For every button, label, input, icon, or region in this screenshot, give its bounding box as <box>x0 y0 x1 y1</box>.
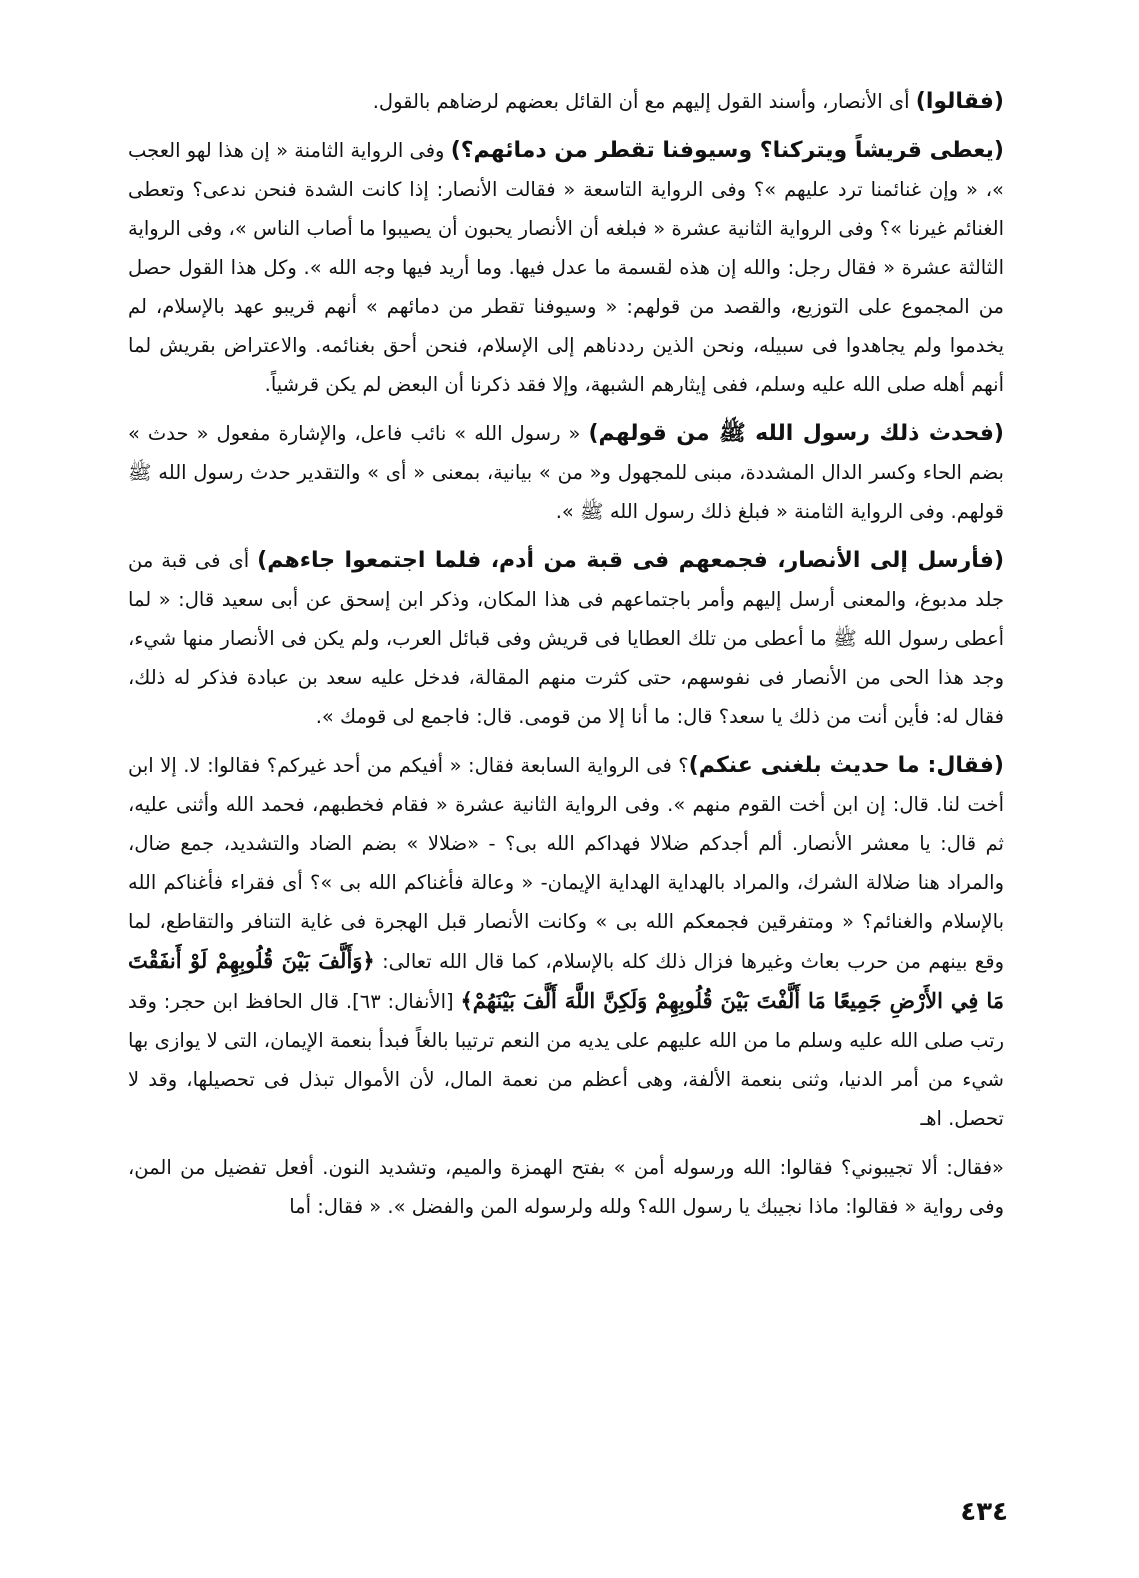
paragraph-1-heading: (فقالوا) <box>915 89 1004 114</box>
paragraph-4-heading: (فأرسل إلى الأنصار، فجمعهم فى قبة من أدم، فلما اجتمعوا جاءهم) <box>257 548 1004 573</box>
paragraph-1-body: أى الأنصار، وأسند القول إليهم مع أن القائل بعضهم لرضاهم بالقول. <box>372 90 916 113</box>
paragraph-2-body: وفى الرواية الثامنة « إن هذا لهو العجب »، « وإن غنائمنا ترد عليهم »؟ وفى الرواية التاسعة « فقالت الأنصار: إذا كانت الشدة فنحن ندعى؟ وتعطى الغنائم غيرنا »؟ وفى الرواية الثانية عشرة « فبلغه أن الأنصار يحبون أن يصيبوا ما أصاب الناس »، وفى الرواية الثالثة عشرة « فقال رجل: والله إن هذه لقسمة ما عدل فيها. وما أريد فيها وجه الله ». وكل هذا القول حصل من المجموع على التوزيع، والقصد من قولهم: « وسيوفنا تقطر من دمائهم » أنهم قريبو عهد بالإسلام، لم يخدموا ولم يجاهدوا فى سبيله، ونحن الذين رددناهم إلى الإسلام، فنحن أحق بغنائمه. والاعتراض بقريش لما أنهم أهله صلى الله عليه وسلم، ففى إيثارهم الشبهة، وإلا فقد ذكرنا أن البعض لم يكن قرشياً. <box>128 139 1004 396</box>
page-number: ٤٣٤ <box>960 1497 1008 1527</box>
paragraph-2 <box>128 131 1004 404</box>
paragraph-3-heading: (فحدث ذلك رسول الله ﷺ من قولهم) <box>588 421 1004 446</box>
document-page <box>128 82 1004 1226</box>
paragraph-5-body-after-verse: [الأنفال: ٦٣]. قال الحافظ ابن حجر: وقد رتب صلى الله عليه وسلم ما من الله عليهم على يديه من النعم ترتيبا بالغاً فبدأ بنعمة الإيمان، التى لا يوازى بها شيء من أمر الدنيا، وثنى بنعمة الألفة، وهى أعظم من نعمة المال، لأن الأموال تبذل فى تحصيلها، وقد لا تحصل. اهـ <box>128 990 1004 1130</box>
paragraph-1 <box>128 82 1004 121</box>
paragraph-4 <box>128 541 1004 736</box>
paragraph-3-body: « رسول الله » نائب فاعل، والإشارة مفعول « حدث » بضم الحاء وكسر الدال المشددة، مبنى للمجهول و« من » بيانية، بمعنى « أى » والتقدير حدث رسول الله ﷺ قولهم. وفى الرواية الثامنة « فبلغ ذلك رسول الله ﷺ ». <box>128 422 1004 523</box>
quran-verse: ﴿وَأَلَّفَ بَيْنَ قُلُوبِهِمْ لَوْ أَنفَقْتَ مَا فِي الأَرْضِ جَمِيعًا مَا أَلَّفْتَ بَيْنَ قُلُوبِهِمْ وَلَكِنَّ اللَّهَ أَلَّفَ بَيْنَهُمْ﴾ <box>128 948 1004 1013</box>
paragraph-6 <box>128 1148 1004 1226</box>
paragraph-6-body: «فقال: ألا تجيبوني؟ فقالوا: الله ورسوله أمن » بفتح الهمزة والميم، وتشديد النون. أفعل تفضيل من المن، وفى رواية « فقالوا: ماذا نجيبك يا رسول الله؟ ولله ولرسوله المن والفضل ». « فقال: أما <box>128 1156 1004 1218</box>
paragraph-2-heading: (يعطى قريشاً ويتركنا؟ وسيوفنا تقطر من دمائهم؟) <box>450 138 1004 163</box>
paragraph-3 <box>128 414 1004 531</box>
paragraph-5 <box>128 746 1004 1138</box>
paragraph-5-heading: (فقال: ما حديث بلغنى عنكم) <box>688 753 1004 778</box>
paragraph-4-body: أى فى قبة من جلد مدبوغ، والمعنى أرسل إليهم وأمر باجتماعهم فى هذا المكان، وذكر ابن إسحق عن أبى سعيد قال: « لما أعطى رسول الله ﷺ ما أعطى من تلك العطايا فى قريش وفى قبائل العرب، ولم يكن فى الأنصار منها شيء، وجد هذا الحى من الأنصار فى نفوسهم، حتى كثرت منهم المقالة، فدخل عليه سعد بن عبادة فذكر له ذلك، فقال له: فأين أنت من ذلك يا سعد؟ قال: ما أنا إلا من قومى. قال: فاجمع لى قومك ». <box>128 549 1004 728</box>
paragraph-5-body-before-verse: ؟ فى الرواية السابعة فقال: « أفيكم من أحد غيركم؟ فقالوا: لا. إلا ابن أخت لنا. قال: إن ابن أخت القوم منهم ». وفى الرواية الثانية عشرة « فقام فخطبهم، فحمد الله وأثنى عليه، ثم قال: يا معشر الأنصار. ألم أجدكم ضلالا فهداكم الله بى؟ - «ضلالا » بضم الضاد والتشديد، جمع ضال، والمراد هنا ضلالة الشرك، والمراد بالهداية الهداية الإيمان- « وعالة فأغناكم الله بى »؟ أى فقراء فأغناكم الله بالإسلام والغنائم؟ « ومتفرقين فجمعكم الله بى » وكانت الأنصار قبل الهجرة فى غاية التنافر والتقاطع، لما وقع بينهم من حرب بعاث وغيرها فزال ذلك كله بالإسلام، كما قال الله تعالى: <box>128 754 1004 973</box>
